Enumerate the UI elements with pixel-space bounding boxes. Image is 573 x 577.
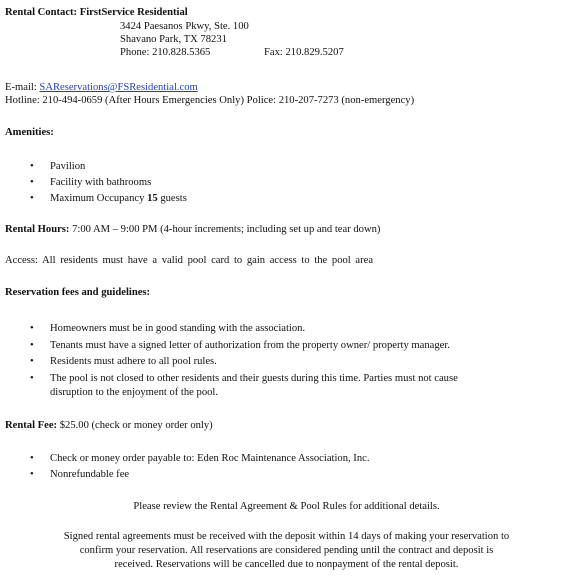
access-line: Access: All residents must have a valid pool card to gain access to the pool area [5, 255, 374, 266]
address-line-1: 3424 Paesanos Pkwy, Ste. 100 [120, 21, 249, 32]
agreement-line-3: received. Reservations will be cancelled due to nonpayment of the rental deposit. [114, 559, 459, 570]
phone-text: Phone: 210.828.5365 [120, 47, 211, 58]
agreement-line-1: Signed rental agreements must be received with the deposit within 14 days of making your reservation to [63, 531, 510, 542]
amenities-heading: Amenities: [5, 127, 54, 138]
address-line-2: Shavano Park, TX 78231 [120, 34, 227, 45]
rental-fee-line: Rental Fee: $25.00 (check or money order only) [5, 420, 213, 431]
email-label: E-mail: [5, 82, 40, 93]
fees-heading: Reservation fees and guidelines: [5, 287, 151, 298]
rental-hours-line: Rental Hours: 7:00 AM – 9:00 PM (4-hour increments; including set up and tear down) [5, 224, 381, 235]
email-line [5, 81, 198, 94]
fax-text: Fax: 210.829.5207 [264, 47, 344, 58]
rental-info-document: Rental Contact: FirstService Residential 3424 Paesanos Pkwy, Ste. 100 Shavano Park, TX 78231 Phone: 210.828.5365 Fax: 210.829.5207 E-mail: SAReservations@FSResidential.com Hotline: 210-494-0659 (After Hours Emergencies Only) Police: 210-207-7273 (non-emergency) Amenities: • Pavilion • Facility with bathrooms • Maximum Occupancy 15 guests Rental Hours: 7:00 AM – 9:00 PM (4-hour increments; including set up and tear down) Access: All residents must have a valid pool card to gain access to the pool area Reservation fees and guidelines: • Homeowners must be in good standing with the association. • Tenants must have a signed letter of authorization from the property owner/ property manager. • Residents must adhere to all pool rules. • The pool is not closed to other residents and their guests during this time. Parties must not cause disruption to the enjoyment of the pool. Rental Fee: $25.00 (check or money order only) • Check or money order payable to: Eden Roc Maintenance Association, Inc. • Nonrefundable fee Please review the Rental Agreement & Pool Rules for additional details. Signed rental agreements must be received with the deposit within 14 days of making your reservation to confirm your reservation. All reservations are considered pending until the contract and deposit is received. Reservations will be cancelled due to nonpayment of the rental deposit. [0, 0, 573, 577]
rental-contact-company: FirstService Residential [79, 7, 188, 18]
agreement-line-2: confirm your reservation. All reservations are considered pending until the contract and deposit is [79, 545, 494, 556]
review-note: Please review the Rental Agreement & Pool Rules for additional details. [133, 501, 440, 512]
hotline-text: Hotline: 210-494-0659 (After Hours Emergencies Only) Police: 210-207-7273 (non-emergency) [5, 95, 415, 106]
rental-contact-label: Rental Contact: [5, 7, 78, 18]
email-link[interactable]: SAReservations@FSResidential.com [39, 82, 198, 93]
rental-contact-line [5, 6, 188, 19]
